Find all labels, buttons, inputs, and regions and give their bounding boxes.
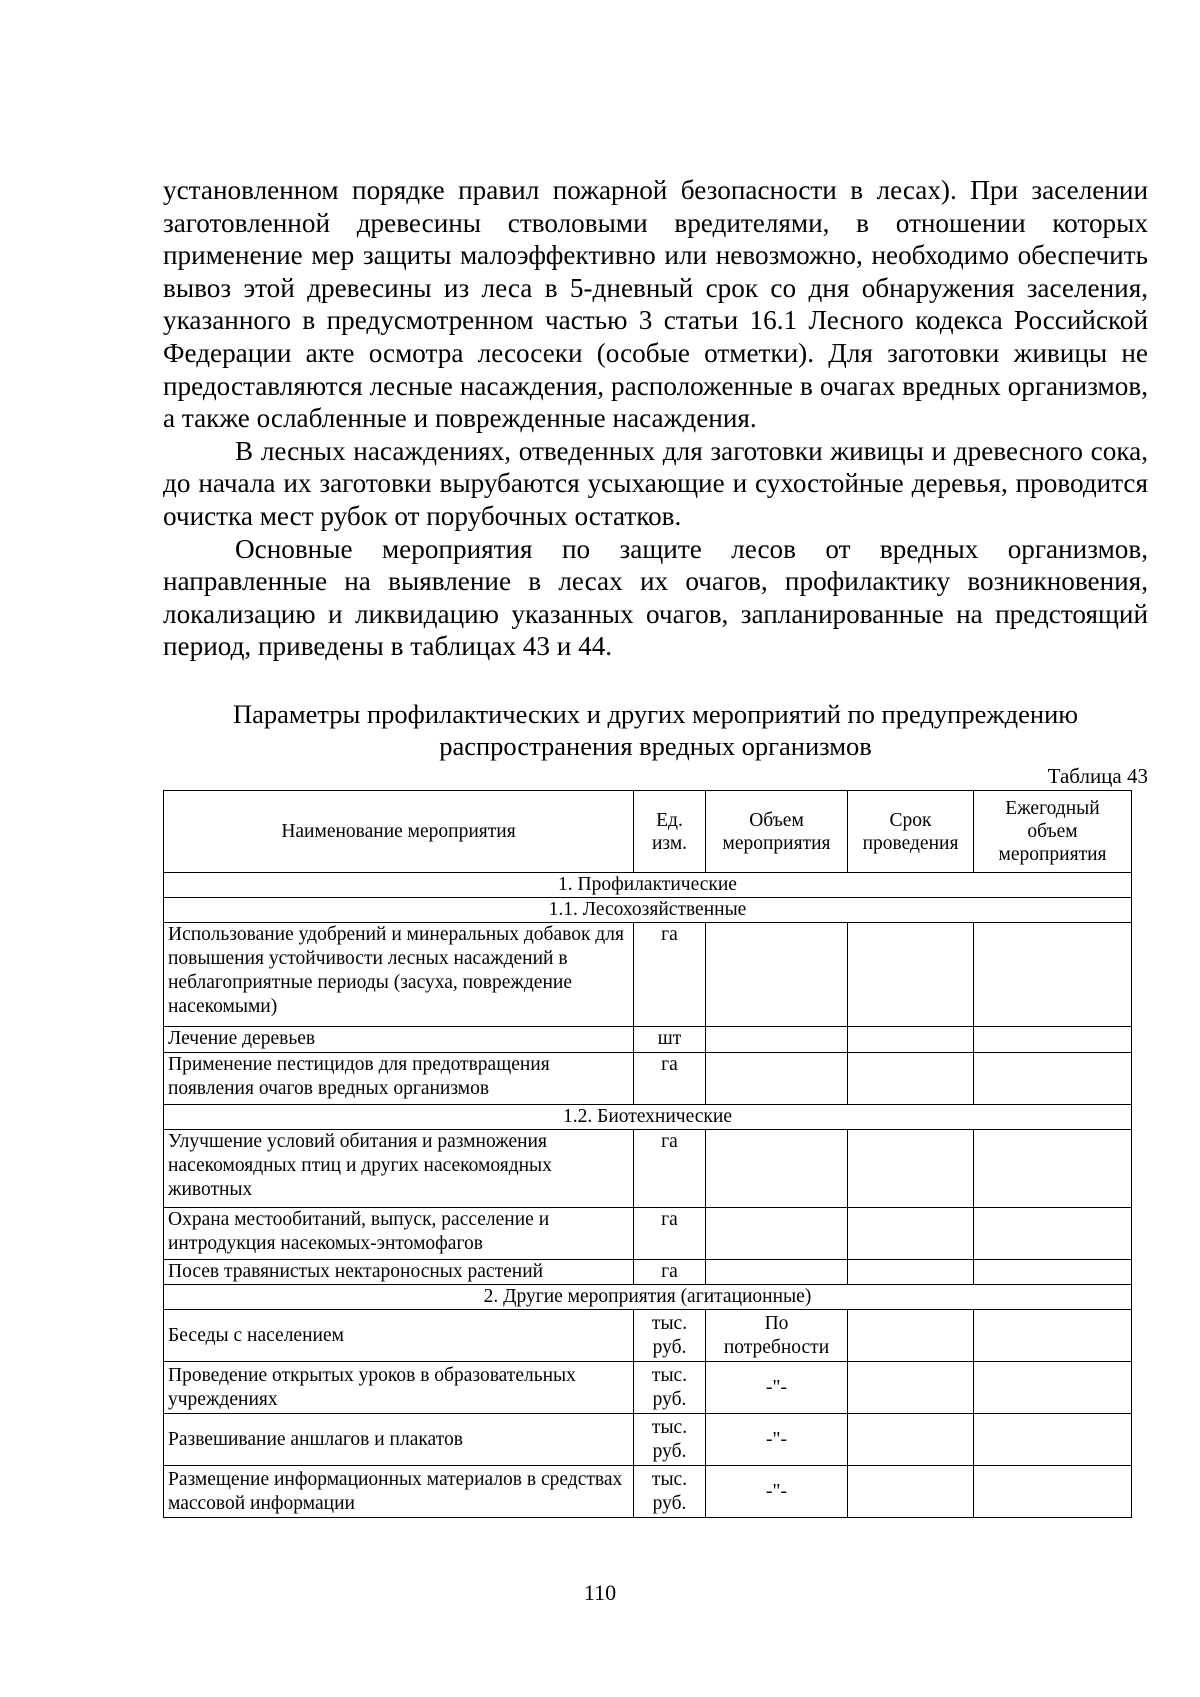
row-annual: [974, 1414, 1132, 1466]
header-unit: Ед. изм.: [634, 791, 706, 873]
row-name: Применение пестицидов для предотвращения появления очагов вредных организмов: [164, 1053, 634, 1105]
row-unit: га: [634, 1053, 706, 1105]
row-annual: [974, 1053, 1132, 1105]
section-forestry: 1.1. Лесохозяйственные: [164, 898, 1132, 923]
section-row: [164, 1285, 1132, 1310]
table-row: [164, 923, 1132, 1027]
row-name: Улучшение условий обитания и размножения насекомоядных птиц и других насекомоядных животных: [164, 1130, 634, 1208]
table-row: [164, 1362, 1132, 1414]
section-preventive: 1. Профилактические: [164, 873, 1132, 898]
row-volume: -"-: [706, 1466, 848, 1518]
row-unit: шт: [634, 1027, 706, 1053]
row-unit: тыс. руб.: [634, 1310, 706, 1362]
table-row: [164, 1310, 1132, 1362]
row-unit: га: [634, 923, 706, 1027]
paragraph-1: установленном порядке правил пожарной безопасности в лесах). При заселении заготовленной древесины стволовыми вредителями, в отношении которых применение мер защиты малоэффективно или невозможно, необходимо обеспечить вывоз этой древесины из леса в 5-дневный срок со дня обнаружения заселения, указанного в предусмотренном частью 3 статьи 16.1 Лесного кодекса Российской Федерации акте осмотра лесосеки (особые отметки). Для заготовки живицы не предоставляются лесные насаждения, расположенные в очагах вредных организмов, а также ослабленные и поврежденные насаждения.: [163, 175, 1148, 434]
row-name: Посев травянистых нектароносных растений: [164, 1260, 634, 1285]
row-term: [848, 1310, 974, 1362]
row-annual: [974, 1027, 1132, 1053]
paragraph-2: В лесных насаждениях, отведенных для заготовки живицы и древесного сока, до начала их заготовки вырубаются усыхающие и сухостойные деревья, проводится очистка мест рубок от порубочных остатков.: [163, 435, 1148, 531]
table-row: [164, 1208, 1132, 1260]
measures-table: [163, 790, 1132, 1518]
row-name: Использование удобрений и минеральных добавок для повышения устойчивости лесных насаждений в неблагоприятные периоды (засуха, повреждение насекомыми): [164, 923, 634, 1027]
row-volume: -"-: [706, 1362, 848, 1414]
row-name: Размещение информационных материалов в средствах массовой информации: [164, 1466, 634, 1518]
row-name: Лечение деревьев: [164, 1027, 634, 1053]
row-term: [848, 1362, 974, 1414]
section-row: [164, 1105, 1132, 1130]
row-name: Беседы с населением: [164, 1310, 634, 1362]
row-volume: [706, 1208, 848, 1260]
table-title: [163, 698, 1148, 762]
table-row: [164, 1414, 1132, 1466]
row-term: [848, 1414, 974, 1466]
row-unit: тыс. руб.: [634, 1362, 706, 1414]
body-text: [163, 174, 1148, 663]
header-volume: Объем мероприятия: [706, 791, 848, 873]
row-term: [848, 1027, 974, 1053]
row-volume: [706, 1027, 848, 1053]
row-unit: тыс. руб.: [634, 1466, 706, 1518]
row-volume: [706, 1260, 848, 1285]
table-row: [164, 1053, 1132, 1105]
page-number: 110: [583, 1580, 617, 1605]
table-row: [164, 1260, 1132, 1285]
row-term: [848, 1208, 974, 1260]
row-name: Развешивание аншлагов и плакатов: [164, 1414, 634, 1466]
row-annual: [974, 1310, 1132, 1362]
table-title-line-2: распространения вредных организмов: [439, 731, 872, 761]
row-unit: га: [634, 1208, 706, 1260]
row-term: [848, 1466, 974, 1518]
row-volume: -"-: [706, 1414, 848, 1466]
table-row: [164, 1027, 1132, 1053]
row-annual: [974, 1260, 1132, 1285]
row-name: Охрана местообитаний, выпуск, расселение и интродукция насекомых-энтомофагов: [164, 1208, 634, 1260]
table-row: [164, 1130, 1132, 1208]
row-volume: По потребности: [706, 1310, 848, 1362]
table-number-label: Таблица 43: [1047, 764, 1148, 788]
row-annual: [974, 1362, 1132, 1414]
row-term: [848, 1053, 974, 1105]
row-annual: [974, 923, 1132, 1027]
row-term: [848, 1130, 974, 1208]
row-unit: га: [634, 1260, 706, 1285]
section-biotechnical: 1.2. Биотехнические: [164, 1105, 1132, 1130]
paragraph-3: Основные мероприятия по защите лесов от вредных организмов, направленные на выявление в лесах их очагов, профилактику возникновения, локализацию и ликвидацию указанных очагов, запланированные на предстоящий период, приведены в таблицах 43 и 44.: [163, 533, 1148, 662]
section-row: [164, 873, 1132, 898]
row-volume: [706, 923, 848, 1027]
row-unit: тыс. руб.: [634, 1414, 706, 1466]
table-row: [164, 1466, 1132, 1518]
row-annual: [974, 1466, 1132, 1518]
header-annual: Ежегодный объем мероприятия: [974, 791, 1132, 873]
row-term: [848, 1260, 974, 1285]
table-header-row: [164, 791, 1132, 873]
row-volume: [706, 1053, 848, 1105]
table-title-line-1: Параметры профилактических и других мероприятий по предупреждению: [232, 699, 1079, 729]
row-annual: [974, 1130, 1132, 1208]
header-term: Срок проведения: [848, 791, 974, 873]
row-name: Проведение открытых уроков в образовательных учреждениях: [164, 1362, 634, 1414]
header-name: Наименование мероприятия: [164, 791, 634, 873]
row-annual: [974, 1208, 1132, 1260]
row-unit: га: [634, 1130, 706, 1208]
section-other: 2. Другие мероприятия (агитационные): [164, 1285, 1132, 1310]
row-volume: [706, 1130, 848, 1208]
section-row: [164, 898, 1132, 923]
row-term: [848, 923, 974, 1027]
